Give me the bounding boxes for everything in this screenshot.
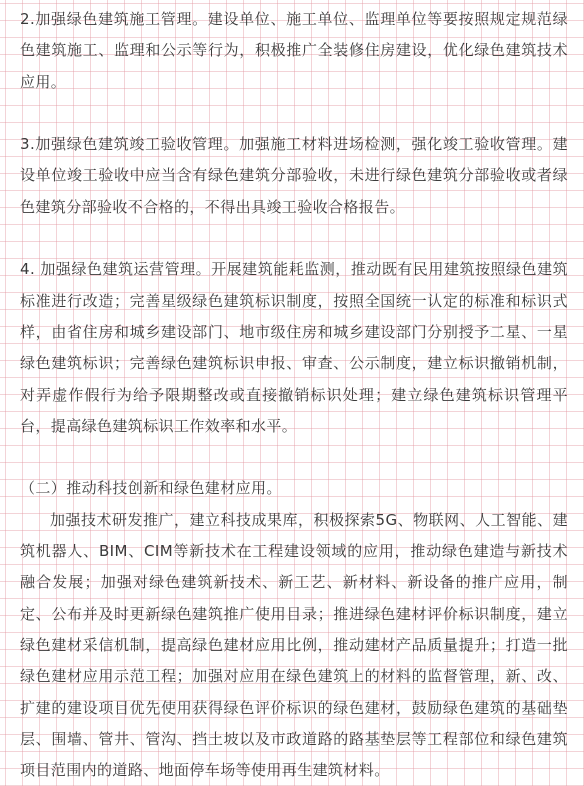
paragraph-item-2: 2.加强绿色建筑施工管理。建设单位、施工单位、监理单位等要按照规定规范绿色建筑施工、监理和公示等行为，积极推广全装修住房建设，优化绿色建筑技术应用。 [20,10,568,91]
paragraph-gap [20,98,568,129]
section-body-paragraph: 加强技术研发推广，建立科技成果库，积极探索5G、物联网、人工智能、建筑机器人、BIM、CIM等新技术在工程建设领域的应用，推动绿色建造与新技术融合发展；加强对绿色建筑新技术、新工艺、新材料、新设备的推广应用，制定、公布并及时更新绿色建筑推广使用目录；推进绿色建材评价标识制度，建立绿色建材采信机制，提高绿色建材应用比例，推动建材产品质量提升；打造一批绿色建材应用示范工程；加强对应用在绿色建筑上的材料的监督管理，新、改、扩建的建设项目优先使用获得绿色评价标识的绿色建材，鼓励绿色建筑的基础垫层、围墙、管井、管沟、挡土坡以及市政道路的路基垫层等工程部位和绿色建筑项目范围内的道路、地面停车场等使用再生建筑材料。 [20,510,568,780]
paragraph-item-4: 4. 加强绿色建筑运营管理。开展建筑能耗监测，推动既有民用建筑按照绿色建筑标准进行改造；完善星级绿色建筑标识制度，按照全国统一认定的标准和标识式样，由省住房和城乡建设部门、地市级住房和城乡建设部门分别授予二星、一星绿色建筑标识；完善绿色建筑标识申报、审查、公示制度，建立标识撤销机制，对弄虚作假行为给予限期整改或直接撤销标识处理；建立绿色建筑标识管理平台，提高绿色建筑标识工作效率和水平。 [20,260,568,435]
paragraph-gap [20,223,568,254]
section-heading: （二）推动科技创新和绿色建材应用。 [20,479,282,498]
document-body [20,4,568,786]
paragraph-item-3: 3.加强绿色建筑竣工验收管理。加强施工材料进场检测，强化竣工验收管理。建设单位竣工验收中应当含有绿色建筑分部验收，未进行绿色建筑分部验收或者绿色建筑分部验收不合格的，不得出具竣工验收合格报告。 [20,135,568,216]
paragraph-gap [20,442,568,473]
